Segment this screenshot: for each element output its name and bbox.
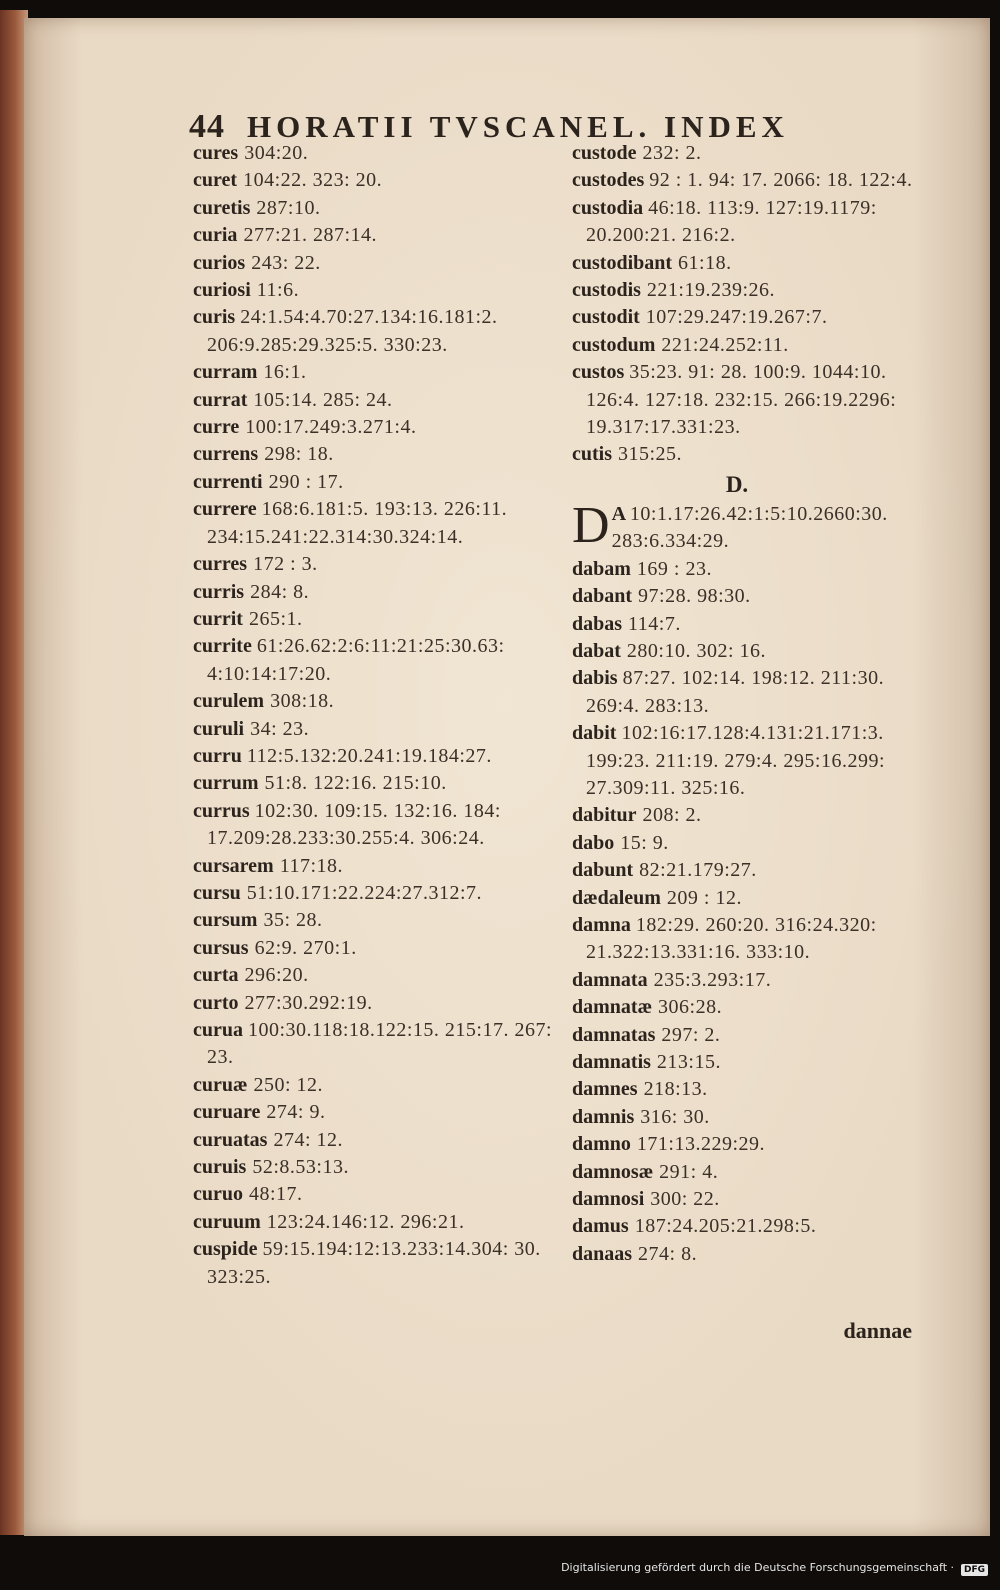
index-references: 46:18. 113:9. 127:19.1179: 20.200:21. 216:2. (586, 196, 877, 247)
index-entry (572, 994, 942, 1021)
index-entry (572, 140, 942, 167)
index-references: 97:28. 98:30. (638, 585, 751, 608)
index-references: 182:29. 260:20. 316:24.320: 21.322:13.331:16. 333:10. (586, 913, 877, 964)
index-entry (193, 990, 553, 1017)
index-entry (572, 1213, 942, 1240)
index-references: 221:19.239:26. (646, 279, 776, 302)
index-references: 232: 2. (642, 142, 702, 164)
index-entry (193, 935, 553, 962)
index-references: 274: 12. (273, 1128, 344, 1151)
index-headword: damno (572, 1133, 631, 1156)
index-references: 59:15.194:12:13.233:14.304: 30. 323:25. (207, 1238, 541, 1288)
index-entry (193, 469, 553, 496)
index-references: 10:1.17:26.42:1:5:10.2660:30. 283:6.334:29. (611, 502, 888, 553)
index-references: 291: 4. (659, 1160, 719, 1183)
index-references: 48:17. (249, 1183, 303, 1206)
index-entry (193, 579, 553, 606)
index-entry (572, 167, 942, 194)
index-column-right (572, 140, 942, 1268)
index-entry (193, 880, 553, 907)
index-entry (572, 638, 942, 665)
index-entry (193, 1072, 553, 1099)
index-entry (193, 195, 553, 222)
index-references: 117:18. (279, 854, 344, 877)
index-headword: curre (193, 416, 240, 439)
index-references: 250: 12. (253, 1073, 324, 1096)
index-references: 277:21. 287:14. (243, 224, 378, 247)
dfg-logo: DFG (961, 1564, 988, 1576)
index-entry (572, 912, 942, 967)
index-headword: A (611, 502, 625, 525)
index-references: 104:22. 323: 20. (243, 169, 383, 192)
index-headword: currit (193, 607, 243, 630)
index-entry (193, 798, 553, 853)
index-headword: currite (193, 635, 252, 658)
index-headword: cures (193, 142, 239, 164)
index-references: 61:26.62:2:6:11:21:25:30.63: 4:10:14:17:20. (207, 635, 505, 685)
index-entry (193, 250, 553, 277)
index-entry (193, 359, 553, 386)
index-references: 169 : 23. (636, 557, 712, 580)
index-references: 265:1. (248, 607, 303, 630)
index-entry (193, 688, 553, 715)
index-headword: custode (572, 142, 637, 164)
catchword: dannae (843, 1318, 912, 1343)
index-headword: custodis (572, 279, 641, 302)
index-references: 35: 28. (263, 909, 323, 932)
index-entry (572, 665, 942, 720)
index-references: 100:30.118:18.122:15. 215:17. 267: 23. (207, 1019, 553, 1069)
index-entry (193, 1181, 553, 1208)
index-headword: cursarem (193, 854, 274, 877)
index-headword: cutis (572, 443, 612, 466)
index-entry (193, 414, 553, 441)
index-entry (572, 195, 942, 250)
page-number: 44 (189, 108, 225, 145)
index-references: 51:8. 122:16. 215:10. (264, 772, 447, 795)
index-headword: curta (193, 964, 239, 987)
index-entry (572, 967, 942, 994)
index-headword: curuum (193, 1210, 261, 1233)
index-headword: cursus (193, 936, 249, 959)
index-headword: currens (193, 443, 259, 466)
index-references: 315:25. (618, 443, 683, 466)
index-entry (193, 962, 553, 989)
index-entry (193, 770, 553, 797)
index-references: 213:15. (656, 1051, 721, 1073)
index-references: 290 : 17. (268, 470, 344, 493)
index-headword: dabit (572, 722, 617, 745)
index-entry (572, 441, 942, 468)
index-entry (193, 606, 553, 633)
index-headword: curuatas (193, 1128, 268, 1151)
index-entry (193, 743, 553, 770)
index-entry (572, 720, 942, 802)
index-entry (193, 277, 553, 304)
index-references: 105:14. 285: 24. (253, 388, 393, 411)
digitization-footer (0, 1538, 1000, 1590)
index-headword: dabunt (572, 859, 634, 882)
index-headword: damnosæ (572, 1160, 654, 1183)
index-entry (193, 853, 553, 880)
index-references: 168:6.181:5. 193:13. 226:11. 234:15.241:22.314:30.324:14. (207, 498, 508, 548)
index-entry (193, 496, 553, 551)
index-references: 308:18. (270, 690, 335, 713)
section-letter-d: D. (725, 471, 749, 497)
index-headword: curet (193, 169, 238, 192)
index-headword: custodia (572, 196, 644, 219)
index-entry (572, 802, 942, 829)
index-references: 172 : 3. (253, 553, 318, 576)
index-references: 92 : 1. 94: 17. 2066: 18. 122:4. (649, 169, 913, 192)
index-references: 306:28. (658, 996, 723, 1019)
index-headword: custos (572, 361, 625, 384)
index-references: 35:23. 91: 28. 100:9. 1044:10. 126:4. 127:18. 232:15. 266:19.2296: 19.317:17.331:23. (586, 361, 897, 439)
index-entry (572, 359, 942, 441)
index-entry (193, 551, 553, 578)
index-references: 297: 2. (661, 1023, 721, 1046)
index-headword: currum (193, 772, 259, 795)
index-entry (193, 907, 553, 934)
index-entry (193, 441, 553, 468)
index-entry (572, 1076, 942, 1103)
index-headword: curram (193, 361, 258, 384)
index-headword: curuis (193, 1156, 247, 1179)
index-references: 316: 30. (640, 1105, 710, 1128)
index-references: 11:6. (256, 279, 300, 302)
index-references: 277:30.292:19. (244, 991, 373, 1014)
index-headword: curris (193, 580, 245, 603)
index-headword: damnatæ (572, 996, 653, 1019)
index-references: 24:1.54:4.70:27.134:16.181:2. 206:9.285:29.325:5. 330:23. (207, 306, 498, 356)
index-references: 87:27. 102:14. 198:12. 211:30. 269:4. 283:13. (586, 667, 885, 717)
index-headword: damnis (572, 1105, 635, 1128)
index-entry-da (572, 496, 942, 556)
index-headword: cursu (193, 881, 241, 904)
index-references: 287:10. (256, 196, 321, 219)
index-headword: currus (193, 799, 250, 822)
index-headword: custodit (572, 306, 640, 329)
index-entry (572, 885, 942, 912)
index-entry (572, 332, 942, 359)
index-references: 209 : 12. (666, 886, 742, 909)
index-references: 123:24.146:12. 296:21. (266, 1210, 465, 1233)
index-headword: curuo (193, 1183, 243, 1206)
index-headword: cuspide (193, 1238, 258, 1261)
index-references: 298: 18. (264, 443, 334, 466)
index-entry (572, 277, 942, 304)
index-entry (193, 1154, 553, 1181)
index-entry (572, 1104, 942, 1131)
index-headword: curulem (193, 690, 265, 713)
index-references: 235:3.293:17. (653, 968, 772, 991)
index-headword: curru (193, 744, 242, 767)
index-entry (572, 583, 942, 610)
index-references: 62:9. 270:1. (254, 936, 357, 959)
index-references: 274: 8. (638, 1242, 698, 1265)
index-headword: damnatas (572, 1023, 656, 1046)
index-references: 284: 8. (250, 580, 310, 603)
index-entry (193, 222, 553, 249)
index-references: 61:18. (678, 251, 732, 274)
running-title: HORATII TVSCANEL. INDEX (247, 109, 789, 144)
index-entry (193, 140, 553, 167)
index-references: 296:20. (244, 964, 309, 987)
index-headword: curuli (193, 717, 245, 740)
index-headword: custodes (572, 169, 645, 192)
index-references: 82:21.179:27. (639, 859, 757, 882)
index-headword: curis (193, 306, 236, 329)
index-headword: damnata (572, 968, 648, 991)
index-references: 300: 22. (650, 1188, 720, 1211)
index-entry (572, 556, 942, 583)
index-entry (193, 1127, 553, 1154)
index-headword: dabam (572, 557, 631, 580)
index-column-left (193, 140, 553, 1291)
index-headword: curia (193, 224, 238, 247)
index-references: 16:1. (263, 361, 307, 384)
index-references: 187:24.205:21.298:5. (634, 1215, 817, 1238)
index-entry (572, 1131, 942, 1158)
index-entry (572, 857, 942, 884)
index-headword: curua (193, 1019, 243, 1041)
footer-credit: Digitalisierung gefördert durch die Deutsche Forschungsgemeinschaft · (561, 1561, 954, 1574)
index-references: 274: 9. (266, 1101, 326, 1124)
index-headword: curres (193, 553, 248, 576)
index-entry (572, 250, 942, 277)
index-headword: dabo (572, 831, 615, 854)
index-headword: danaas (572, 1242, 633, 1265)
index-headword: damnes (572, 1078, 638, 1101)
index-references: 243: 22. (251, 251, 321, 274)
index-headword: dabas (572, 612, 623, 635)
index-entry (572, 304, 942, 331)
index-entry (193, 167, 553, 194)
index-headword: cursum (193, 909, 258, 932)
index-references: 52:8.53:13. (252, 1156, 349, 1179)
index-entry (193, 1099, 553, 1126)
index-entry (572, 1159, 942, 1186)
index-entry (193, 1017, 553, 1072)
dropcap-initial: D (572, 496, 610, 554)
index-entry (193, 387, 553, 414)
index-headword: dabat (572, 639, 621, 662)
index-references: 100:17.249:3.271:4. (245, 416, 417, 439)
index-references: 171:13.229:29. (636, 1133, 766, 1156)
index-references: 280:10. 302: 16. (626, 639, 767, 662)
index-headword: dabant (572, 585, 633, 608)
index-headword: dabitur (572, 804, 637, 827)
index-references: 107:29.247:19.267:7. (645, 306, 828, 329)
index-headword: damna (572, 913, 631, 936)
index-references: 102:16:17.128:4.131:21.171:3. 199:23. 211:19. 279:4. 295:16.299: 27.309:11. 325:16. (586, 722, 886, 799)
index-references: 114:7. (628, 612, 681, 635)
index-headword: dædaleum (572, 886, 661, 909)
index-headword: damnatis (572, 1051, 651, 1073)
index-entry (572, 611, 942, 638)
index-headword: curuare (193, 1101, 261, 1124)
index-references: 34: 23. (250, 717, 310, 740)
index-references: 218:13. (643, 1078, 708, 1101)
index-entry (193, 1209, 553, 1236)
index-headword: currenti (193, 470, 263, 493)
index-headword: currere (193, 498, 257, 521)
index-entry (193, 633, 553, 688)
index-headword: curuæ (193, 1073, 248, 1096)
index-headword: dabis (572, 667, 618, 690)
index-entry (193, 304, 553, 359)
index-entry (572, 1186, 942, 1213)
index-references: 112:5.132:20.241:19.184:27. (246, 744, 492, 767)
index-headword: damus (572, 1215, 629, 1238)
index-entry (572, 830, 942, 857)
index-references: 221:24.252:11. (661, 333, 789, 356)
index-entry (572, 1049, 942, 1076)
index-headword: custodibant (572, 251, 673, 274)
index-headword: curetis (193, 196, 251, 219)
index-entry (572, 1022, 942, 1049)
index-headword: curiosi (193, 279, 251, 302)
index-entry (193, 716, 553, 743)
index-references: 15: 9. (620, 831, 669, 854)
index-entry (572, 1241, 942, 1268)
index-headword: currat (193, 388, 248, 411)
index-headword: curto (193, 991, 239, 1014)
index-references: 102:30. 109:15. 132:16. 184: 17.209:28.233:30.255:4. 306:24. (207, 799, 501, 850)
index-references: 304:20. (244, 142, 309, 164)
index-headword: damnosi (572, 1188, 645, 1211)
index-entry (193, 1236, 553, 1291)
index-headword: custodum (572, 333, 656, 356)
index-headword: curios (193, 251, 246, 274)
index-references: 51:10.171:22.224:27.312:7. (246, 881, 483, 904)
index-references: 208: 2. (642, 804, 702, 827)
